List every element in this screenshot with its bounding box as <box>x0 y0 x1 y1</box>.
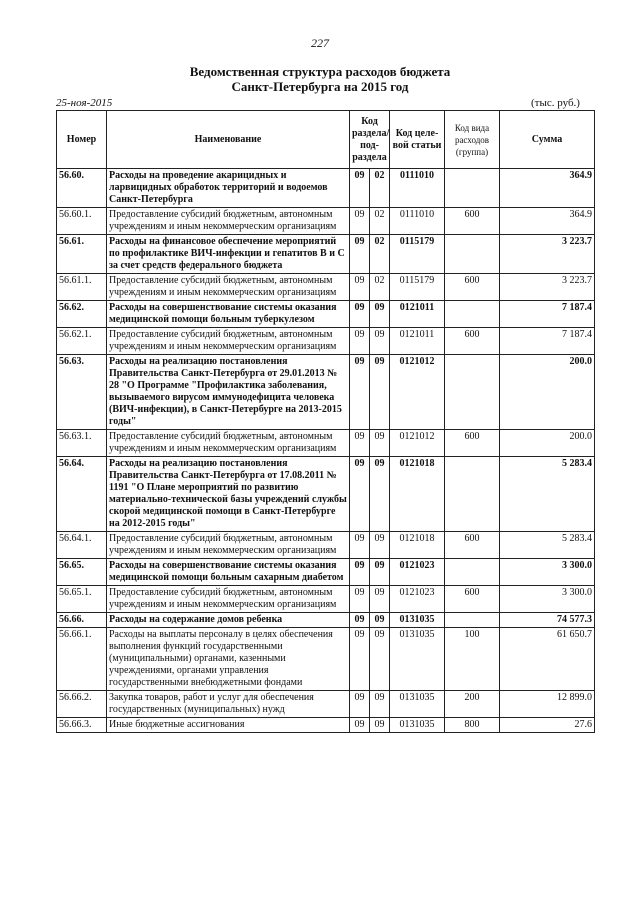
row-sum: 200.0 <box>500 355 595 430</box>
row-sum: 7 187.4 <box>500 301 595 328</box>
row-sum: 27.6 <box>500 718 595 733</box>
table-row <box>57 355 595 430</box>
table-row <box>57 691 595 718</box>
row-article: 0111010 <box>390 169 445 208</box>
row-sum: 61 650.7 <box>500 628 595 691</box>
row-article: 0121018 <box>390 532 445 559</box>
row-article: 0111010 <box>390 208 445 235</box>
row-subsection: 09 <box>370 532 390 559</box>
row-number: 56.63. <box>57 355 107 430</box>
row-name: Расходы на совершенствование системы оказания медицинской помощи больным сахарным диабетом <box>107 559 350 586</box>
header-sum: Сумма <box>500 111 595 169</box>
row-number: 56.66.2. <box>57 691 107 718</box>
table-row <box>57 532 595 559</box>
row-article: 0121023 <box>390 559 445 586</box>
row-subsection: 09 <box>370 586 390 613</box>
row-article: 0131035 <box>390 613 445 628</box>
table-row <box>57 274 595 301</box>
row-subsection: 02 <box>370 169 390 208</box>
row-article: 0121012 <box>390 355 445 430</box>
row-name: Расходы на реализацию постановления Правительства Санкт-Петербурга от 17.08.2011 № 1191 "О Плане мероприятий по развитию материально-технической базы учреждений службы скорой медицинской помощи в Санкт-Петербурге на 2012-2015 годы" <box>107 457 350 532</box>
row-number: 56.63.1. <box>57 430 107 457</box>
row-subsection: 09 <box>370 457 390 532</box>
table-body <box>57 169 595 733</box>
row-sum: 200.0 <box>500 430 595 457</box>
row-number: 56.61. <box>57 235 107 274</box>
row-section: 09 <box>350 169 370 208</box>
row-expense-type: 200 <box>445 691 500 718</box>
table-row <box>57 208 595 235</box>
document-title <box>0 64 640 94</box>
row-article: 0121012 <box>390 430 445 457</box>
row-sum: 5 283.4 <box>500 457 595 532</box>
row-expense-type: 600 <box>445 208 500 235</box>
row-section: 09 <box>350 430 370 457</box>
row-name: Предоставление субсидий бюджетным, автономным учреждениям и иным некоммерческим организациям <box>107 328 350 355</box>
row-expense-type <box>445 235 500 274</box>
row-sum: 3 300.0 <box>500 559 595 586</box>
row-sum: 3 223.7 <box>500 235 595 274</box>
row-sum: 7 187.4 <box>500 328 595 355</box>
table-row <box>57 559 595 586</box>
row-article: 0115179 <box>390 274 445 301</box>
row-name: Предоставление субсидий бюджетным, автономным учреждениям и иным некоммерческим организациям <box>107 532 350 559</box>
row-expense-type <box>445 169 500 208</box>
row-expense-type <box>445 559 500 586</box>
row-article: 0115179 <box>390 235 445 274</box>
page-number: 227 <box>311 36 329 50</box>
row-subsection: 09 <box>370 301 390 328</box>
row-number: 56.66. <box>57 613 107 628</box>
table-row <box>57 613 595 628</box>
row-article: 0121018 <box>390 457 445 532</box>
table-row <box>57 628 595 691</box>
row-number: 56.64.1. <box>57 532 107 559</box>
row-article: 0131035 <box>390 691 445 718</box>
row-name: Предоставление субсидий бюджетным, автономным учреждениям и иным некоммерческим организациям <box>107 274 350 301</box>
row-name: Расходы на содержание домов ребенка <box>107 613 350 628</box>
row-expense-type: 600 <box>445 532 500 559</box>
row-section: 09 <box>350 532 370 559</box>
row-section: 09 <box>350 274 370 301</box>
table-row <box>57 457 595 532</box>
header-expense-type: Код вида расходов (группа) <box>445 111 500 169</box>
row-number: 56.60.1. <box>57 208 107 235</box>
row-name: Предоставление субсидий бюджетным, автономным учреждениям и иным некоммерческим организациям <box>107 430 350 457</box>
row-subsection: 09 <box>370 613 390 628</box>
row-section: 09 <box>350 328 370 355</box>
report-date: 25-ноя-2015 <box>56 97 113 109</box>
row-number: 56.65.1. <box>57 586 107 613</box>
row-number: 56.65. <box>57 559 107 586</box>
row-name: Расходы на выплаты персоналу в целях обеспечения выполнения функций государственными (муниципальными) органами, казенными учреждениями, органами управления государственными внебюджетными фондами <box>107 628 350 691</box>
row-sum: 74 577.3 <box>500 613 595 628</box>
row-sum: 364.9 <box>500 169 595 208</box>
row-name: Предоставление субсидий бюджетным, автономным учреждениям и иным некоммерческим организациям <box>107 586 350 613</box>
row-name: Расходы на проведение акарицидных и ларвицидных обработок территорий и водоемов Санкт-Петербурга <box>107 169 350 208</box>
row-subsection: 09 <box>370 328 390 355</box>
row-section: 09 <box>350 613 370 628</box>
title-line-2: Санкт-Петербурга на 2015 год <box>231 79 409 94</box>
title-line-1: Ведомственная структура расходов бюджета <box>189 64 451 79</box>
table-row <box>57 169 595 208</box>
row-number: 56.61.1. <box>57 274 107 301</box>
row-sum: 3 223.7 <box>500 274 595 301</box>
row-sum: 12 899.0 <box>500 691 595 718</box>
header-number: Номер <box>57 111 107 169</box>
row-expense-type: 600 <box>445 328 500 355</box>
row-expense-type <box>445 301 500 328</box>
row-section: 09 <box>350 586 370 613</box>
row-expense-type: 600 <box>445 586 500 613</box>
row-expense-type: 600 <box>445 274 500 301</box>
header-name: Наименование <box>107 111 350 169</box>
row-section: 09 <box>350 235 370 274</box>
header-article: Код целе-вой статьи <box>390 111 445 169</box>
row-article: 0121011 <box>390 328 445 355</box>
row-number: 56.64. <box>57 457 107 532</box>
table-header-row <box>57 111 595 169</box>
table-row <box>57 301 595 328</box>
row-article: 0121011 <box>390 301 445 328</box>
row-number: 56.66.1. <box>57 628 107 691</box>
row-sum: 5 283.4 <box>500 532 595 559</box>
row-expense-type <box>445 613 500 628</box>
table-row <box>57 430 595 457</box>
row-subsection: 02 <box>370 235 390 274</box>
row-name: Расходы на финансовое обеспечение мероприятий по профилактике ВИЧ-инфекции и гепатитов В и С за счет средств федерального бюджета <box>107 235 350 274</box>
row-expense-type: 600 <box>445 430 500 457</box>
row-section: 09 <box>350 718 370 733</box>
row-subsection: 09 <box>370 628 390 691</box>
row-section: 09 <box>350 208 370 235</box>
row-expense-type: 800 <box>445 718 500 733</box>
row-subsection: 09 <box>370 430 390 457</box>
row-sum: 3 300.0 <box>500 586 595 613</box>
table-row <box>57 718 595 733</box>
row-section: 09 <box>350 691 370 718</box>
row-number: 56.66.3. <box>57 718 107 733</box>
table-row <box>57 235 595 274</box>
row-number: 56.62.1. <box>57 328 107 355</box>
row-expense-type <box>445 457 500 532</box>
row-name: Закупка товаров, работ и услуг для обеспечения государственных (муниципальных) нужд <box>107 691 350 718</box>
row-sum: 364.9 <box>500 208 595 235</box>
row-subsection: 09 <box>370 559 390 586</box>
table-row <box>57 328 595 355</box>
row-subsection: 02 <box>370 274 390 301</box>
row-subsection: 09 <box>370 355 390 430</box>
row-section: 09 <box>350 457 370 532</box>
row-name: Иные бюджетные ассигнования <box>107 718 350 733</box>
budget-table <box>56 110 595 733</box>
header-section: Код раздела/ под-раздела <box>350 111 390 169</box>
row-name: Расходы на реализацию постановления Правительства Санкт-Петербурга от 29.01.2013 № 28 "О Программе "Профилактика заболевания, вызываемого вирусом иммунодефицита человека (ВИЧ-инфекции), в Санкт-Петербурге на 2013-2015 годы" <box>107 355 350 430</box>
row-subsection: 02 <box>370 208 390 235</box>
row-section: 09 <box>350 628 370 691</box>
units-label: (тыс. руб.) <box>531 97 580 109</box>
row-subsection: 09 <box>370 718 390 733</box>
table-row <box>57 586 595 613</box>
row-section: 09 <box>350 559 370 586</box>
row-name: Расходы на совершенствование системы оказания медицинской помощи больным туберкулезом <box>107 301 350 328</box>
row-subsection: 09 <box>370 691 390 718</box>
row-article: 0131035 <box>390 628 445 691</box>
row-name: Предоставление субсидий бюджетным, автономным учреждениям и иным некоммерческим организациям <box>107 208 350 235</box>
row-number: 56.60. <box>57 169 107 208</box>
row-section: 09 <box>350 301 370 328</box>
row-expense-type: 100 <box>445 628 500 691</box>
row-article: 0131035 <box>390 718 445 733</box>
row-section: 09 <box>350 355 370 430</box>
row-article: 0121023 <box>390 586 445 613</box>
row-number: 56.62. <box>57 301 107 328</box>
row-expense-type <box>445 355 500 430</box>
